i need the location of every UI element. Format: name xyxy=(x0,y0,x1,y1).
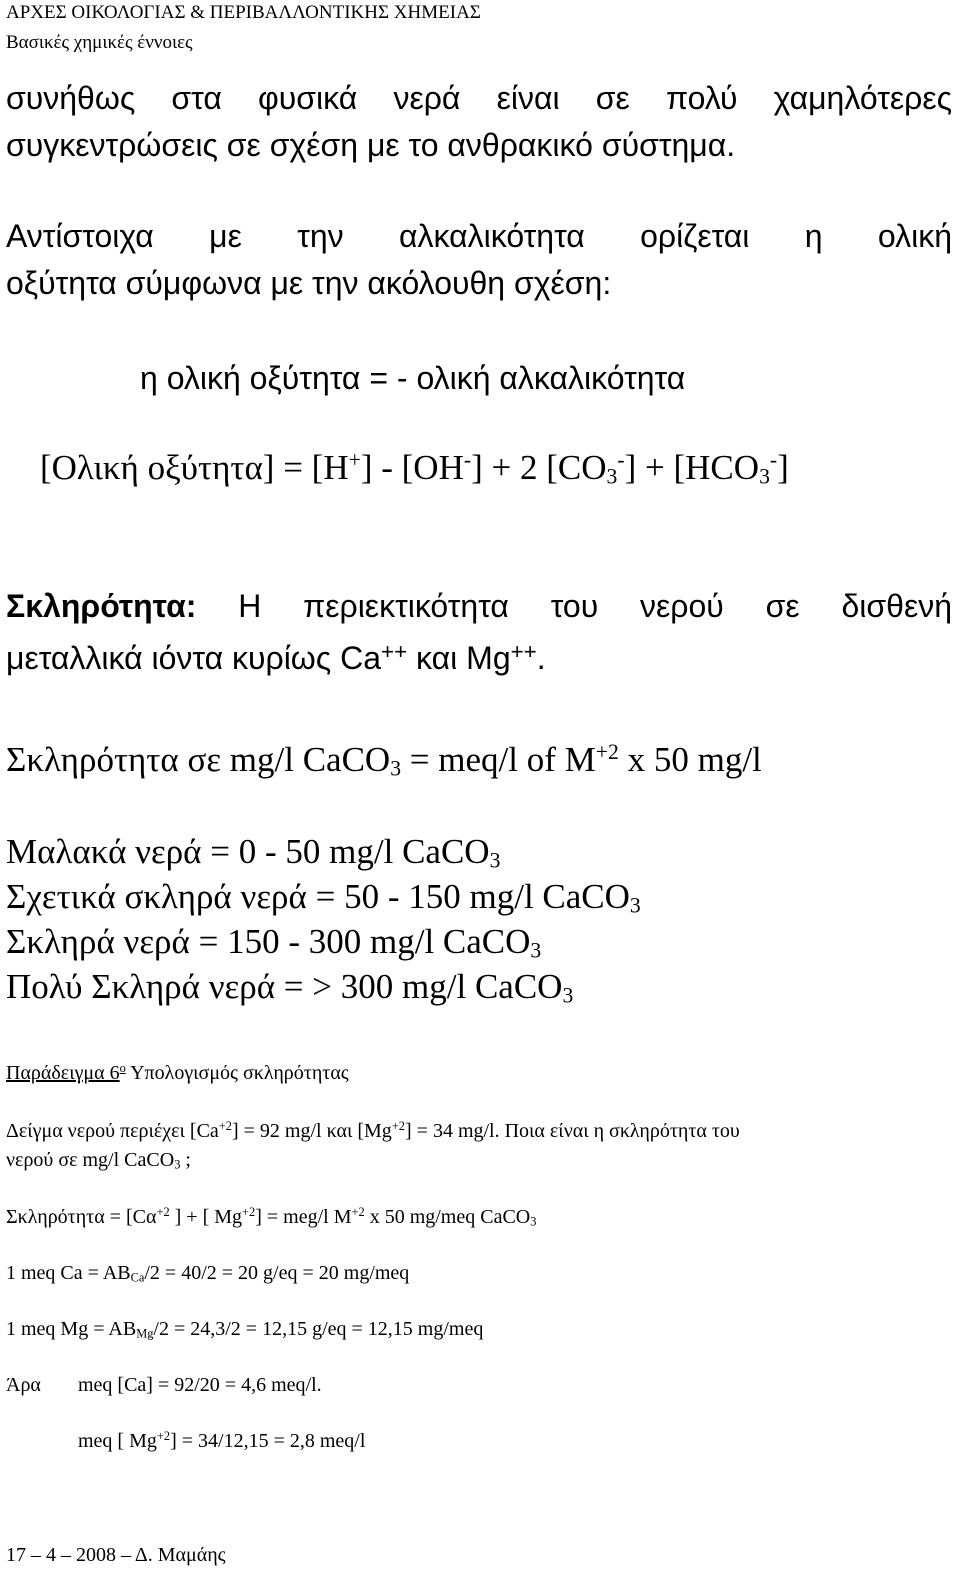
hardness-definition-line-1: Σκληρότητα: Η περιεκτικότητα του νερού σε δισθενή xyxy=(6,588,953,624)
hardness-class-moderate: Σχετικά σκληρά νερά = 50 - 150 mg/l CaCO$_3$ xyxy=(6,877,641,918)
header-subtitle: Βασικές χημικές έννοιες xyxy=(6,32,193,53)
hardness-term: Σκληρότητα: xyxy=(6,588,197,624)
example-title: Παράδειγμα $6^o$ Υπολογισμός σκληρότητας xyxy=(6,1061,349,1084)
example-formula: $\Sigma\kappa\lambda\eta\rho ό\tau\eta\tau\alpha = [C\alpha^{+2}$ ] + [ $Mg^{+2}] = meg/l$ $M^{+2}$ x 50 mg/meq CaCO$_3$ xyxy=(6,1205,537,1229)
example-meq-ca: 1 meq $Ca = AB_{Ca}/2 = 40/2 = 20$ g/eq = 20 mg/meq xyxy=(6,1262,410,1285)
acidity-line-1: Αντίστοιχα με την αλκαλικότητα ορίζεται η ολική xyxy=(6,218,952,254)
footer-text: 17 – 4 – 2008 – Δ. Μαμάης xyxy=(6,1544,226,1566)
example-meq-mg: 1 meq $Mg = AB_{Mg}/2 = 24,3/2 = 12,15$ g/eq = 12,15 mg/meq xyxy=(6,1318,484,1341)
acidity-relation: η ολική οξύτητα = - ολική αλκαλικότητα xyxy=(140,360,686,396)
acidity-line-2: οξύτητα σύμφωνα με την ακόλουθη σχέση: xyxy=(6,265,612,301)
example-result-ca: meq [Ca] = 92/20 = 4,6 meq/l. xyxy=(78,1374,322,1396)
hardness-class-soft: Μαλακά νερά = 0 - 50 mg/l CaCO$_3$ xyxy=(6,832,501,873)
example-result-mg: meq [ $Mg^{+2}] = 34/12,15 = 2,8$ meq/l xyxy=(78,1429,366,1452)
header-title: ΑΡΧΕΣ ΟΙΚΟΛΟΓΙΑΣ & ΠΕΡΙΒΑΛΛΟΝΤΙΚΗΣ ΧΗΜΕΙΑΣ xyxy=(6,2,481,23)
example-problem-line-2: νερού σε mg/l CaCO$_3$ ; xyxy=(6,1149,191,1172)
intro-line-1: συνήθως στα φυσικά νερά είναι σε πολύ χαμηλότερες xyxy=(6,80,952,116)
example-ara-label: Άρα xyxy=(6,1374,41,1396)
hardness-class-hard: Σκληρά νερά = 150 - 300 mg/l CaCO$_3$ xyxy=(6,922,542,963)
acidity-equation: [Ολική οξύτητα] = [H+] - [OH-] + 2 $[CO_3^-] + [HCO_3^-]$ xyxy=(40,448,789,489)
example-problem-line-1: Δείγμα νερού περιέχει $[Ca^{+2}] = 92$ mg/l και $[Mg^{+2}] = 34$ mg/l. Ποια είναι η σκληρότητα του xyxy=(6,1119,740,1142)
intro-line-2: συγκεντρώσεις σε σχέση με το ανθρακικό σύστημα. xyxy=(6,127,736,163)
hardness-formula: Σκληρότητα σε mg/l CaCO$_3$ = meq/l of $M^{+2}$ x 50 mg/l xyxy=(6,740,762,781)
hardness-class-very-hard: Πολύ Σκληρά νερά = > 300 mg/l CaCO$_3$ xyxy=(6,967,574,1008)
hardness-definition-line-2: μεταλλικά ιόντα κυρίως Ca++ και Mg++. xyxy=(6,638,546,676)
